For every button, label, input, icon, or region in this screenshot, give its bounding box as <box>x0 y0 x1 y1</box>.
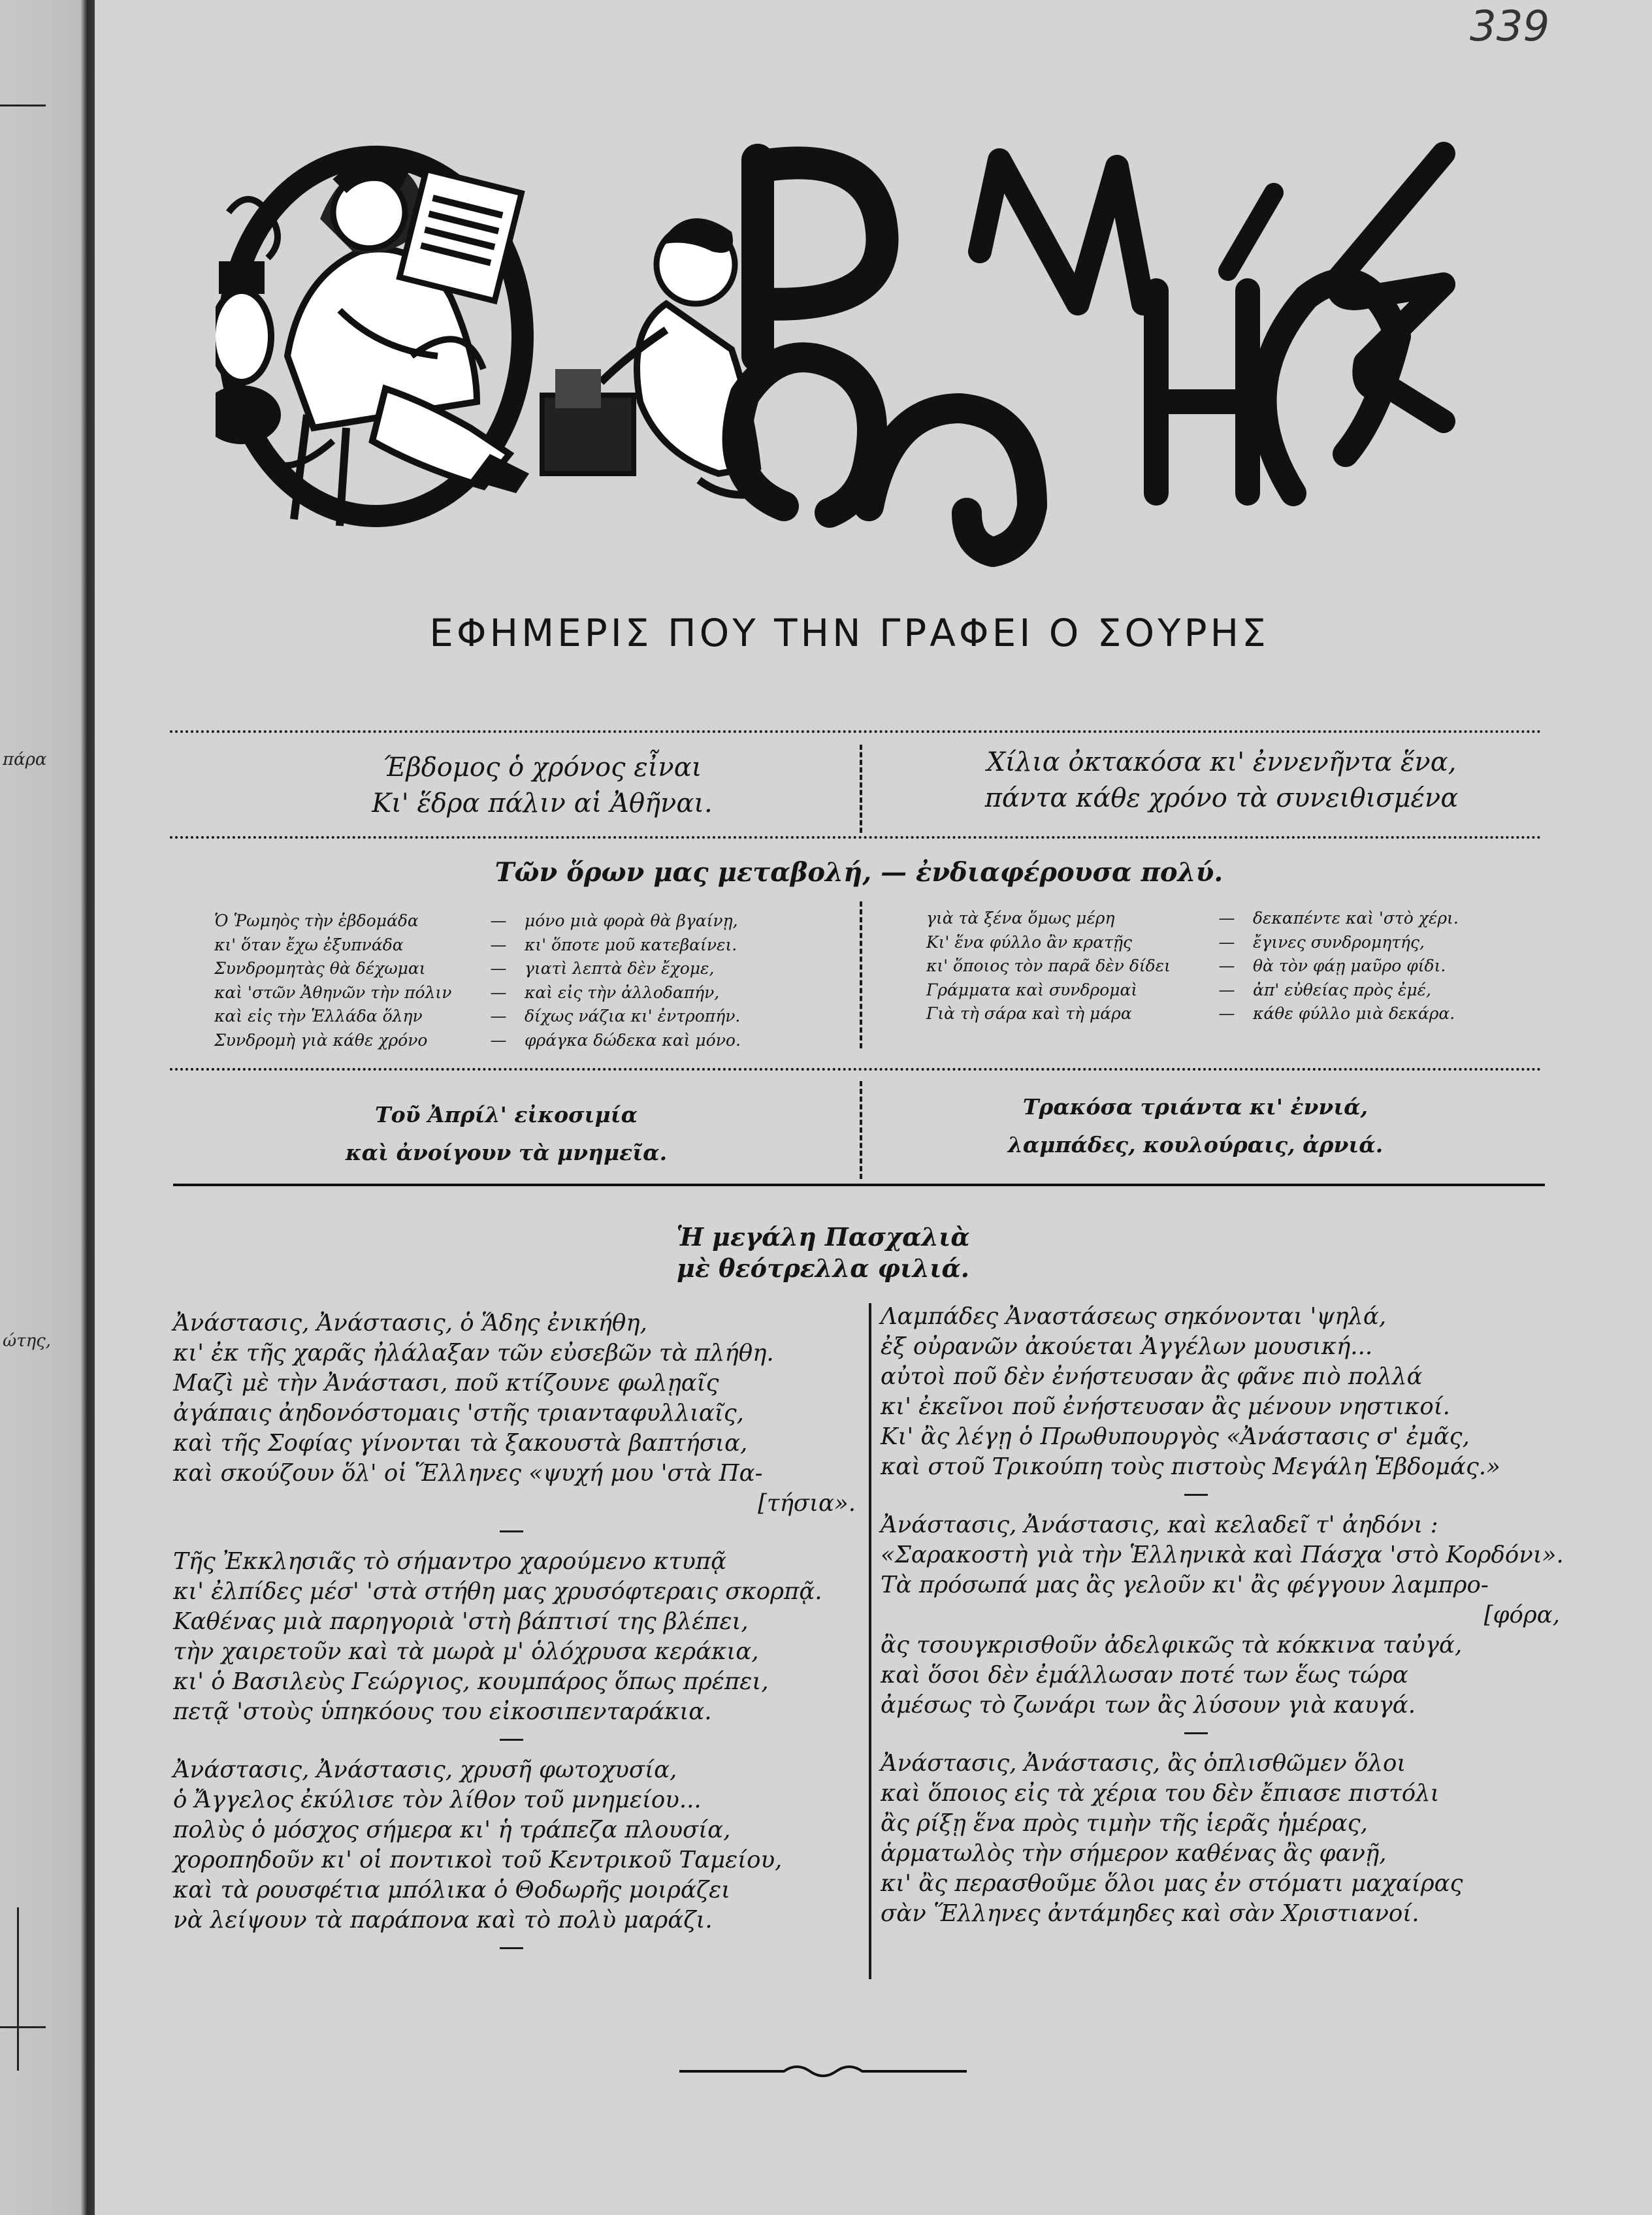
poem-title-line: μὲ θεότρελλα φιλιά. <box>677 1253 969 1283</box>
terms-cell: φράγκα δώδεκα καὶ μόνο. <box>525 1030 741 1050</box>
stanza <box>881 1302 1560 1482</box>
terms-cell: μόνο μιὰ φορὰ θὰ βγαίνῃ, <box>525 911 738 930</box>
verse-line: ἀγάπαις ἀηδονόστομαις 'στῆς τριανταφυλλιαῖς, <box>173 1400 744 1427</box>
stanza-separator <box>1184 1494 1208 1496</box>
terms-dash: — <box>490 959 507 978</box>
verse-line: Τὰ πρόσωπά μας ἂς γελοῦν κι' ἂς φέγγουν λαμπρο- <box>881 1572 1489 1598</box>
verse-line: ἀμέσως τὸ ζωνάρι των ἂς λύσουν γιὰ καυγά. <box>881 1692 1416 1719</box>
verse-line-continuation: [φόρα, <box>1483 1602 1560 1628</box>
spine-tick <box>0 2026 46 2028</box>
couplet-line: λαμπάδες, κουλούραις, ἀρνιά. <box>1007 1132 1384 1157</box>
couplet-line: Τοῦ Ἀπρίλ' εἰκοσιμία <box>375 1102 638 1127</box>
terms-cell: κι' ὅποιος τὸν παρᾶ δὲν δίδει <box>926 956 1171 975</box>
verse-line: σὰν Ἕλληνες ἀντάμηδες καὶ σὰν Χριστιανοί. <box>881 1900 1419 1927</box>
terms-cell: ἀπ' εὐθείας πρὸς ἐμέ, <box>1253 980 1431 999</box>
terms-dash: — <box>490 982 507 1002</box>
verse-line: «Σαρακοστὴ γιὰ τὴν Ἑλληνικὰ καὶ Πάσχα 'στὸ Κορδόνι». <box>881 1542 1564 1568</box>
terms-cell: Συνδρομὴ γιὰ κάθε χρόνο <box>214 1030 428 1050</box>
dotted-divider <box>170 730 1542 738</box>
masthead-lettering <box>737 154 1444 552</box>
masthead <box>216 140 1522 572</box>
verse-line: κι' ὁ Βασιλεὺς Γεώργιος, κουμπάρος ὅπως πρέπει, <box>173 1668 769 1695</box>
terms-table-right <box>926 907 1547 1026</box>
verse-line: Ἀνάστασις, Ἀνάστασις, ὁ Ἅδης ἐνικήθη, <box>173 1310 647 1336</box>
poem-column-left <box>173 1308 856 1964</box>
poem-title <box>562 1221 1084 1284</box>
verse-line: καὶ τὰ ρουσφέτια μπόλικα ὁ Θοδωρῆς μοιράζει <box>173 1877 731 1903</box>
verse-line: καὶ σκούζουν ὅλ' οἱ Ἕλληνες «ψυχή μου 'στὰ Πα- <box>173 1460 763 1487</box>
terms-cell: Συνδρομητὰς θὰ δέχωμαι <box>214 959 426 978</box>
terms-cell: κι' ὅποτε μοῦ κατεβαίνει. <box>525 935 737 954</box>
terms-row <box>926 931 1547 955</box>
verse-line-continuation: [τήσια». <box>758 1490 856 1517</box>
verse-line: Ἀνάστασις, Ἀνάστασις, χρυσῆ φωτοχυσία, <box>173 1756 677 1783</box>
verse-line: Καθένας μιὰ παρηγοριὰ 'στὴ βάπτισί της βλέπει, <box>173 1608 749 1635</box>
couplet-line: πάντα κάθε χρόνο τὰ συνειθισμένα <box>984 783 1459 813</box>
verse-line: κι' ἐκ τῆς χαρᾶς ἠλάλαξαν τῶν εὐσεβῶν τὰ πλήθη. <box>173 1340 774 1366</box>
date-couplet-left <box>261 1096 751 1172</box>
couplet-line: καὶ ἀνοίγουν τὰ μνημεῖα. <box>345 1140 668 1165</box>
terms-row <box>926 978 1547 1003</box>
verse-line: νὰ λείψουν τὰ παράπονα καὶ τὸ πολὺ μαράζι. <box>173 1907 713 1933</box>
terms-row <box>214 1005 841 1029</box>
terms-dash: — <box>490 1007 507 1026</box>
date-couplet-right <box>934 1088 1457 1164</box>
verse-line: Ἀνάστασις, Ἀνάστασις, ἂς ὁπλισθῶμεν ὅλοι <box>881 1750 1406 1777</box>
verse-line: κι' ἂς περασθοῦμε ὅλοι μας ἐν στόματι μαχαίρας <box>881 1870 1463 1897</box>
verse-line: κι' ἐλπίδες μέσ' 'στὰ στήθη μας χρυσόφτεραις σκορπᾷ. <box>173 1578 822 1605</box>
couplet-line: Κι' ἕδρα πάλιν αἱ Ἀθῆναι. <box>372 788 713 818</box>
column-divider <box>860 745 862 833</box>
terms-cell: γιατὶ λεπτὰ δὲν ἔχομε, <box>525 959 715 978</box>
terms-cell: θὰ τὸν φάῃ μαῦρο φίδι. <box>1253 956 1446 975</box>
poem-column-rule <box>869 1303 871 1979</box>
terms-cell: Ὁ Ῥωμηὸς τὴν ἑβδομάδα <box>214 911 419 930</box>
page-number: 339 <box>1470 3 1550 51</box>
terms-dash: — <box>490 1030 507 1050</box>
poem-title-line: Ἡ μεγάλη Πασχαλιὰ <box>676 1222 970 1252</box>
terms-row <box>926 907 1547 931</box>
terms-dash: — <box>490 935 507 954</box>
verse-line: Ἀνάστασις, Ἀνάστασις, καὶ κελαδεῖ τ' ἀηδόνι : <box>881 1512 1438 1538</box>
terms-row <box>214 1029 841 1053</box>
stanza <box>173 1547 856 1727</box>
spine-fragment: πάρα <box>3 750 47 769</box>
stanza-separator <box>500 1530 523 1532</box>
spine-vline <box>17 1907 19 2071</box>
terms-dash: — <box>1218 980 1235 999</box>
terms-dash: — <box>1218 909 1235 928</box>
terms-cell: κι' ὅταν ἔχω ἐξυπνάδα <box>214 935 404 954</box>
terms-row <box>214 957 841 981</box>
terms-cell: δεκαπέντε καὶ 'στὸ χέρι. <box>1253 909 1459 928</box>
verse-line: ἐξ οὐρανῶν ἀκούεται Ἀγγέλων μουσική... <box>881 1333 1373 1360</box>
couplet-line: Έβδομος ὁ χρόνος εἶναι <box>382 752 702 783</box>
stanza-separator <box>500 1947 523 1949</box>
terms-cell: καὶ εἰς τὴν ἀλλοδαπήν, <box>525 982 720 1002</box>
verse-line: καὶ στοῦ Τρικούπη τοὺς πιστοὺς Μεγάλη Ἑβδομάς.» <box>881 1453 1500 1480</box>
terms-cell: δίχως νάζια κι' ἐντροπήν. <box>525 1007 741 1026</box>
verse-line: Τῆς Ἐκκλησιᾶς τὸ σήμαντρο χαρούμενο κτυπᾷ <box>173 1548 727 1575</box>
column-divider <box>860 1081 862 1179</box>
masthead-artwork <box>216 140 1522 572</box>
terms-dash: — <box>1218 956 1235 975</box>
verse-line: Λαμπάδες Ἀναστάσεως σηκόνονται 'ψηλά, <box>881 1303 1387 1330</box>
stanza <box>173 1755 856 1935</box>
verse-line: καὶ ὅποιος εἰς τὰ χέρια του δὲν ἔπιασε πιστόλι <box>881 1780 1440 1807</box>
verse-line: πετᾷ 'στοὺς ὑπηκόους του εἰκοσιπενταράκια. <box>173 1698 712 1725</box>
stanza-separator <box>1184 1732 1208 1734</box>
terms-cell: ἔγινες συνδρομητής, <box>1253 932 1425 952</box>
section-rule <box>173 1184 1545 1186</box>
column-divider <box>860 901 862 1048</box>
terms-cell: Κι' ἕνα φύλλο ἂν κρατῇς <box>926 932 1132 952</box>
couplet-line: Χίλια ὀκτακόσα κι' ἐννενῆντα ἕνα, <box>986 747 1457 777</box>
verse-line: ἁρματωλὸς τὴν σήμερον καθένας ἂς φανῇ, <box>881 1840 1387 1867</box>
terms-row <box>214 933 841 958</box>
seated-man-illustration <box>287 165 529 526</box>
terms-row <box>926 1002 1547 1026</box>
terms-dash: — <box>490 911 507 930</box>
terms-cell: καὶ 'στῶν Ἀθηνῶν τὴν πόλιν <box>214 982 452 1002</box>
verse-line: χοροπηδοῦν κι' οἱ ποντικοὶ τοῦ Κεντρικοῦ Ταμείου, <box>173 1847 783 1873</box>
verse-line: Μαζὶ μὲ τὴν Ἀνάστασι, ποῦ κτίζουνε φωλῃαῖς <box>173 1370 719 1397</box>
spine-fragment: ώτης, <box>3 1331 51 1351</box>
adjacent-page-spine <box>0 0 95 2215</box>
verse-line: ἂς ρίξῃ ἕνα πρὸς τιμὴν τῆς ἱερᾶς ἡμέρας, <box>881 1810 1368 1837</box>
stanza-separator <box>500 1739 523 1741</box>
stanza <box>881 1510 1564 1721</box>
couplet-line: Τρακόσα τριάντα κι' ἐννιά, <box>1022 1094 1369 1120</box>
terms-cell: κάθε φύλλο μιὰ δεκάρα. <box>1253 1004 1455 1023</box>
verse-line: πολὺς ὁ μόσχος σήμερα κι' ἡ τράπεζα πλουσία, <box>173 1817 731 1843</box>
header-couplet-right <box>921 745 1522 816</box>
dotted-divider <box>170 836 1542 844</box>
terms-cell: γιὰ τὰ ξένα ὅμως μέρη <box>926 909 1115 928</box>
terms-cell: καὶ εἰς τὴν Ἑλλάδα ὅλην <box>214 1007 423 1026</box>
verse-line: τὴν χαιρετοῦν καὶ τὰ μωρὰ μ' ὁλόχρυσα κεράκια, <box>173 1638 759 1665</box>
verse-line: καὶ τῆς Σοφίας γίνονται τὰ ξακουστὰ βαπτήσια, <box>173 1430 748 1457</box>
terms-heading: Τῶν ὅρων μας μεταβολή, — ἐνδιαφέρουσα πολύ. <box>494 857 1223 888</box>
verse-line: Κι' ἂς λέγῃ ὁ Πρωθυπουργὸς «Ἀνάστασις σ' ἐμᾶς, <box>881 1423 1470 1450</box>
dotted-divider <box>170 1068 1542 1076</box>
verse-line: καὶ ὅσοι δὲν ἐμάλλωσαν ποτέ των ἕως τώρα <box>881 1662 1408 1689</box>
verse-line: ἂς τσουγκρισθοῦν ἀδελφικῶς τὰ κόκκινα ταὐγά, <box>881 1632 1463 1658</box>
poem-column-right <box>881 1302 1564 1929</box>
terms-cell: Γράμματα καὶ συνδρομαὶ <box>926 980 1138 999</box>
terms-dash: — <box>1218 932 1235 952</box>
terms-cell: Γιὰ τὴ σάρα καὶ τὴ μάρα <box>926 1004 1132 1023</box>
stanza <box>881 1749 1560 1929</box>
header-couplet-left <box>307 750 777 822</box>
verse-line: ὁ Ἄγγελος ἐκύλισε τὸν λίθον τοῦ μνημείου... <box>173 1787 702 1813</box>
masthead-subtitle: ΕΦΗΜΕΡΙΣ ΠΟΥ ΤΗΝ ΓΡΑΦΕΙ Ο ΣΟΥΡΗΣ <box>429 611 1269 655</box>
verse-line: κι' ἐκεῖνοι ποῦ ἐνήστευσαν ἂς μένουν νηστικοί. <box>881 1393 1450 1420</box>
stanza <box>173 1308 856 1519</box>
spine-tick <box>0 105 46 106</box>
verse-line: αὐτοὶ ποῦ δὲν ἐνήστευσαν ἂς φᾶνε πιὸ πολλά <box>881 1363 1423 1390</box>
terms-row <box>926 954 1547 978</box>
terms-dash: — <box>1218 1004 1235 1023</box>
terms-table-left <box>214 909 841 1052</box>
end-ornament <box>679 2061 967 2080</box>
terms-row <box>214 909 841 933</box>
terms-row <box>214 981 841 1005</box>
